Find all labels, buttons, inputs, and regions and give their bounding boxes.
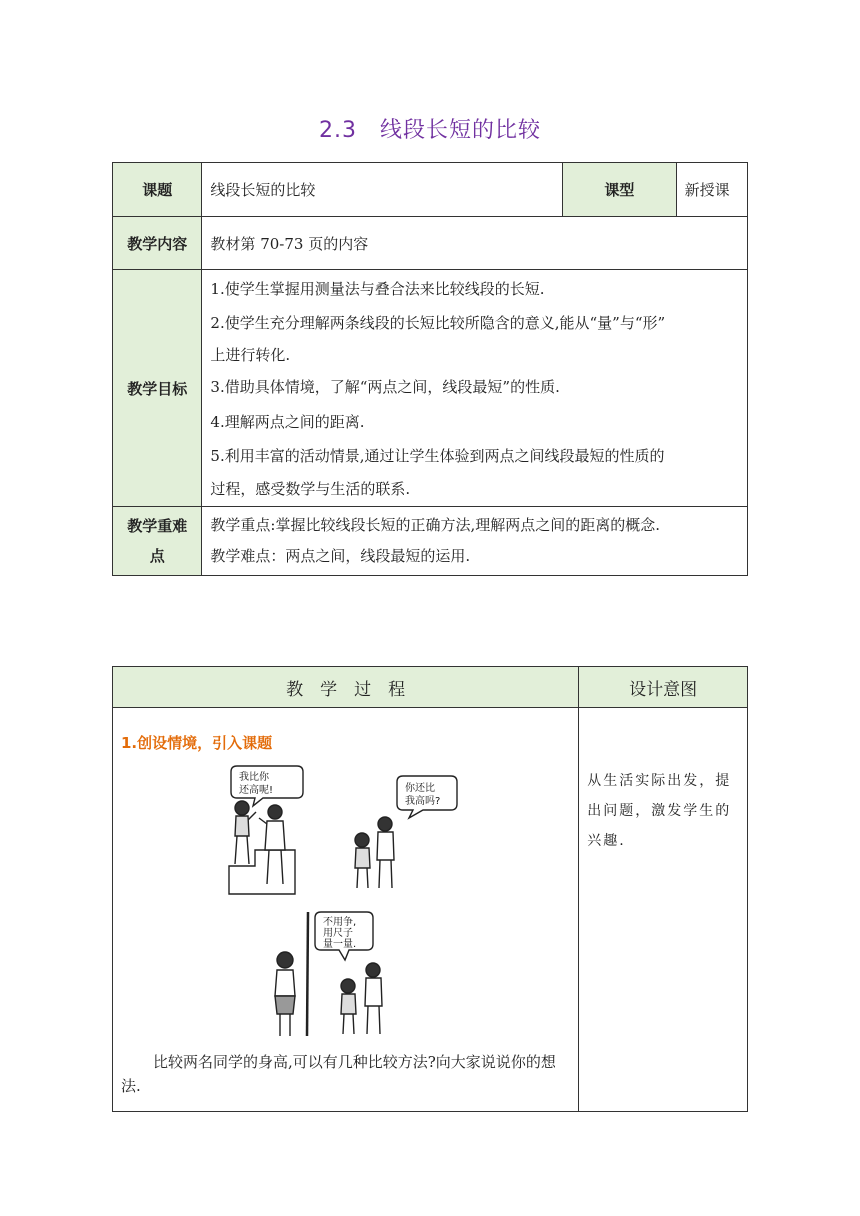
topic-value: 线段长短的比较 — [202, 163, 563, 217]
goal-line: 上进行转化. — [210, 346, 291, 364]
height-comparison-illustration — [223, 764, 483, 1054]
process-content-cell — [113, 708, 579, 1112]
goal-line: 过程，感受数学与生活的联系. — [210, 480, 411, 498]
lesson-paragraph: 比较两名同学的身高,可以有几种比较方法?向大家说说你的想法. — [121, 1053, 556, 1095]
page-title: 2.3 线段长短的比较 — [319, 118, 541, 143]
difficult-point: 教学难点：两点之间，线段最短的运用. — [210, 547, 471, 565]
svg-text:用尺子: 用尺子 — [323, 928, 353, 939]
type-label: 课型 — [563, 163, 677, 217]
goals-cell — [202, 270, 748, 507]
content-value: 教材第 70-73 页的内容 — [202, 217, 748, 270]
goal-line: 2.使学生充分理解两条线段的长短比较所隐含的意义,能从“量”与“形” — [210, 314, 666, 332]
process-table — [112, 666, 748, 1112]
keypoints-cell — [202, 507, 748, 576]
svg-text:量一量.: 量一量. — [323, 939, 357, 950]
goal-line: 4.理解两点之间的距离. — [210, 413, 365, 431]
lesson-info-table — [112, 162, 748, 576]
topic-label: 课题 — [113, 163, 202, 217]
design-intent-cell: 从生活实际出发，提出问题，激发学生的兴趣. — [579, 708, 748, 1112]
type-value: 新授课 — [676, 163, 747, 217]
bubble-1-text: 我比你 — [239, 772, 269, 783]
intent-header: 设计意图 — [579, 667, 748, 708]
goal-line: 3.借助具体情境，了解“两点之间，线段最短”的性质. — [210, 378, 560, 396]
svg-text:还高呢!: 还高呢! — [239, 785, 274, 796]
goals-label: 教学目标 — [113, 270, 202, 507]
bubble-3-text: 不用争, — [323, 917, 357, 928]
goal-line: 5.利用丰富的活动情景,通过让学生体验到两点之间线段最短的性质的 — [210, 447, 665, 465]
section-title: 1.创设情境，引入课题 — [121, 734, 273, 752]
key-point: 教学重点:掌握比较线段长短的正确方法,理解两点之间的距离的概念. — [210, 516, 661, 534]
content-label: 教学内容 — [113, 217, 202, 270]
goal-line: 1.使学生掌握用测量法与叠合法来比较线段的长短. — [210, 280, 545, 298]
svg-text:我高吗?: 我高吗? — [405, 796, 441, 807]
bubble-2-text: 你还比 — [405, 783, 435, 794]
process-header: 教 学 过 程 — [113, 667, 579, 708]
keypoints-label: 教学重难点 — [113, 507, 202, 576]
